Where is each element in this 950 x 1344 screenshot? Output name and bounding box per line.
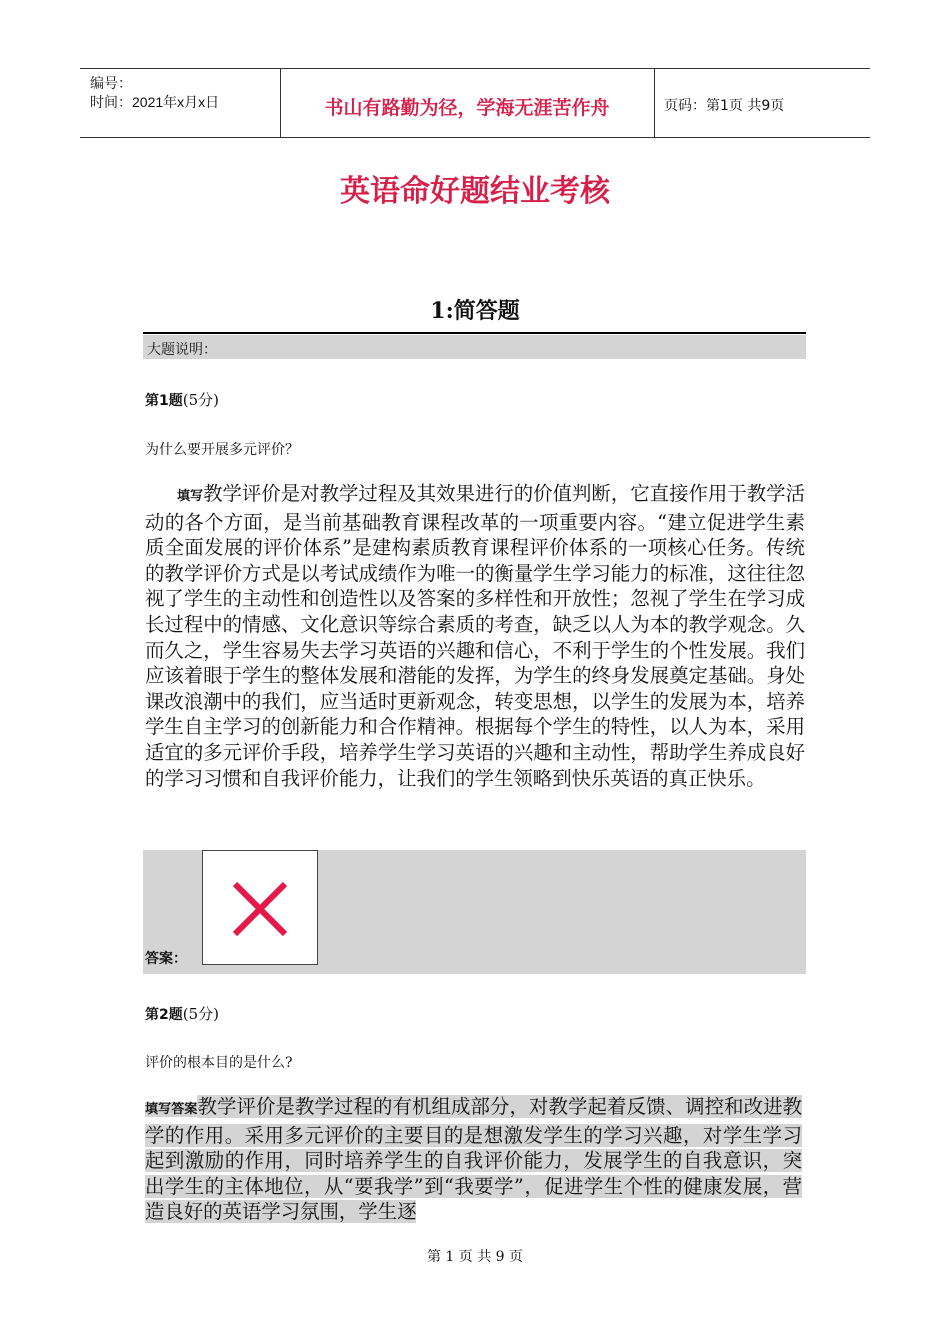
- question-1-fill-label: 填写: [177, 489, 204, 504]
- question-2-answer-paragraph: [145, 1094, 802, 1225]
- section-divider: [143, 332, 806, 334]
- question-2-number: 第2题: [145, 1007, 183, 1023]
- header-page-cell: [654, 69, 870, 137]
- question-2-answer: [143, 1094, 806, 1224]
- broken-image-icon: [202, 850, 318, 965]
- section-intro-label: 大题说明：: [147, 342, 217, 358]
- question-1-answer: [145, 481, 805, 791]
- question-1-score: (5分): [182, 391, 219, 409]
- question-2-fill-label: 填写答案: [145, 1102, 198, 1117]
- question-2-score: (5分): [182, 1005, 219, 1023]
- section-title: 1:简答题: [430, 298, 520, 324]
- question-1-text: 为什么要开展多元评价？: [145, 442, 299, 458]
- header-motto-cell: [280, 69, 655, 137]
- question-2-answer-text: 教学评价是教学过程的有机组成部分，对教学起着反馈、调控和改进教学的作用。采用多元评价的主要目的是想激发学生的学习兴趣，对学生学习起到激励的作用，同时培养学生的自我评价能力，发展学生的自我意识，突出学生的主体地位，从“要我学”到“我要学”，促进学生个性的健康发展，营造良好的英语学习氛围，学生逐: [145, 1095, 802, 1224]
- number-label: 编号：: [90, 75, 132, 91]
- document-title: 英语命好题结业考核: [340, 174, 610, 209]
- question-1-answer-box: [143, 850, 806, 974]
- page-label: 页码：第1页 共9页: [664, 98, 785, 114]
- question-1-answer-text: 教学评价是对教学过程及其效果进行的价值判断，它直接作用于教学活动的各个方面，是当前基础教育课程改革的一项重要内容。“建立促进学生素质全面发展的评价体系”是建构素质教育课程评价体系的一项核心任务。传统的教学评价方式是以考试成绩作为唯一的衡量学生学习能力的标准，这往往忽视了学生的主动性和创造性以及答案的多样性和开放性；忽视了学生在学习成长过程中的情感、文化意识等综合素质的考查，缺乏以人为本的教学观念。久而久之，学生容易失去学习英语的兴趣和信心，不利于学生的个性发展。我们应该着眼于学生的整体发展和潜能的发挥，为学生的终身发展奠定基础。身处课改浪潮中的我们，应当适时更新观念，转变思想，以学生的发展为本，培养学生自主学习的创新能力和合作精神。根据每个学生的特性，以人为本，采用适宜的多元评价手段，培养学生学习英语的兴趣和主动性，帮助学生养成良好的学习习惯和自我评价能力，让我们的学生领略到快乐英语的真正快乐。: [145, 482, 805, 790]
- question-2-text: 评价的根本目的是什么?: [145, 1055, 293, 1071]
- header-meta-cell: [80, 69, 281, 137]
- time-label: 时间：2021年x月x日: [90, 94, 220, 110]
- page-header: [80, 68, 870, 138]
- page-footer: 第 1 页 共 9 页: [426, 1249, 524, 1265]
- question-1-header: [145, 389, 219, 410]
- motto: 书山有路勤为径，学海无涯苦作舟: [324, 97, 610, 119]
- question-2-header: [145, 1003, 219, 1024]
- question-1-answer-label: 答案：: [145, 951, 187, 967]
- question-1-number: 第1题: [145, 393, 183, 409]
- section-intro-bar: [143, 335, 806, 359]
